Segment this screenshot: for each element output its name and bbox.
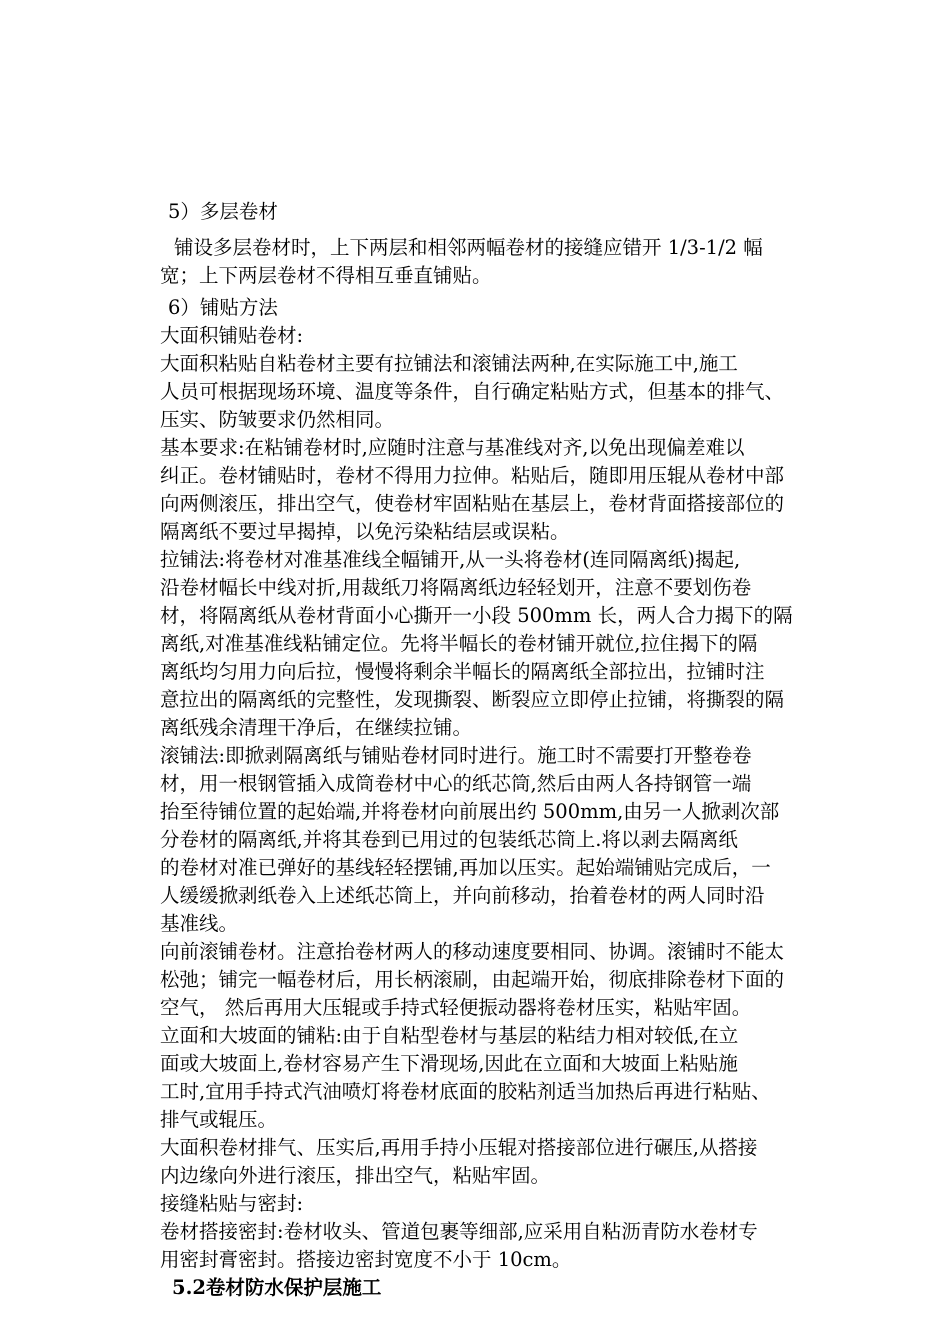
paragraph-line: 材，将隔离纸从卷材背面小心撕开一小段 500mm 长，两人合力揭下的隔 [160,604,793,627]
paragraph-line: 大面积卷材排气、压实后,再用手持小压辊对搭接部位进行碾压,从搭接 [160,1136,758,1159]
paragraph-line: 人缓缓掀剥纸卷入上述纸芯筒上，并向前移动，抬着卷材的两人同时沿 [160,884,765,907]
paragraph-line: 大面积粘贴自粘卷材主要有拉铺法和滚铺法两种,在实际施工中,施工 [160,352,738,375]
paragraph-multilayer-roll [160,234,860,290]
paragraph-line: 向前滚铺卷材。注意抬卷材两人的移动速度要相同、协调。滚铺时不能太 [160,940,785,963]
paragraph-line: 压实、防皱要求仍然相同。 [160,408,395,431]
paragraph-line: 纠正。卷材铺贴时，卷材不得用力拉伸。粘贴后，随即用压辊从卷材中部 [160,464,785,487]
heading-laying-method: 6）铺贴方法 [168,296,278,319]
paragraph-line: 接缝粘贴与密封: [160,1192,304,1215]
paragraph-line: 拉铺法:将卷材对准基准线全幅铺开,从一头将卷材(连同隔离纸)揭起, [160,548,741,571]
paragraph-line: 大面积铺贴卷材: [160,324,304,347]
paragraph-line: 向两侧滚压，排出空气，使卷材牢固粘贴在基层上，卷材背面搭接部位的 [160,492,785,515]
paragraph-line: 离纸,对准基准线粘铺定位。先将半幅长的卷材铺开就位,拉住揭下的隔 [160,632,758,655]
paragraph-line: 的卷材对准已弹好的基线轻轻摆铺,再加以压实。起始端铺贴完成后，一 [160,856,771,879]
paragraph-line: 材，用一根钢管插入成筒卷材中心的纸芯筒,然后由两人各持钢管一端 [160,772,752,795]
paragraph-line: 抬至待铺位置的起始端,并将卷材向前展出约 500mm,由另一人掀剥次部 [160,800,780,823]
document-page [160,198,860,1302]
paragraph-line: 立面和大坡面的铺粘:由于自粘型卷材与基层的粘结力相对较低,在立 [160,1024,739,1047]
paragraph-line: 沿卷材幅长中线对折,用裁纸刀将隔离纸边轻轻划开，注意不要划伤卷 [160,576,752,599]
paragraph-line: 排气或辊压。 [160,1108,278,1131]
paragraph-line: 离纸均匀用力向后拉，慢慢将剩余半幅长的隔离纸全部拉出，拉铺时注 [160,660,765,683]
laying-method-body [160,322,860,1274]
paragraph-line: 分卷材的隔离纸,并将其卷到已用过的包装纸芯筒上.将以剥去隔离纸 [160,828,738,851]
paragraph-line: 意拉出的隔离纸的完整性，发现撕裂、断裂应立即停止拉铺，将撕裂的隔 [160,688,785,711]
paragraph-line: 滚铺法:即掀剥隔离纸与铺贴卷材同时进行。施工时不需要打开整卷卷 [160,744,752,767]
paragraph-line: 隔离纸不要过早揭掉，以免污染粘结层或误粘。 [160,520,570,543]
paragraph-line: 基准线。 [160,912,239,935]
paragraph-line: 空气， 然后再用大压辊或手持式轻便振动器将卷材压实，粘贴牢固。 [160,996,752,1019]
heading-multilayer-roll: 5）多层卷材 [168,200,278,223]
paragraph-line: 用密封膏密封。搭接边密封宽度不小于 10cm。 [160,1248,572,1271]
paragraph-line: 内边缘向外进行滚压，排出空气，粘贴牢固。 [160,1164,551,1187]
paragraph-line: 铺设多层卷材时，上下两层和相邻两幅卷材的接缝应错开 1/3-1/2 幅 [174,236,763,259]
paragraph-line: 离纸残余清理干净后，在继续拉铺。 [160,716,473,739]
section-title-protective-layer: 5.2卷材防水保护层施工 [172,1276,382,1299]
paragraph-line: 面或大坡面上,卷材容易产生下滑现场,因此在立面和大坡面上粘贴施 [160,1052,738,1075]
paragraph-line: 宽；上下两层卷材不得相互垂直铺贴。 [160,264,492,287]
paragraph-line: 松弛；铺完一幅卷材后，用长柄滚刷，由起端开始，彻底排除卷材下面的 [160,968,785,991]
paragraph-line: 人员可根据现场环境、温度等条件，自行确定粘贴方式，但基本的排气、 [160,380,785,403]
paragraph-line: 工时,宜用手持式汽油喷灯将卷材底面的胶粘剂适当加热后再进行粘贴、 [160,1080,771,1103]
paragraph-line: 基本要求:在粘铺卷材时,应随时注意与基准线对齐,以免出现偏差难以 [160,436,745,459]
paragraph-line: 卷材搭接密封:卷材收头、管道包裹等细部,应采用自粘沥青防水卷材专 [160,1220,758,1243]
